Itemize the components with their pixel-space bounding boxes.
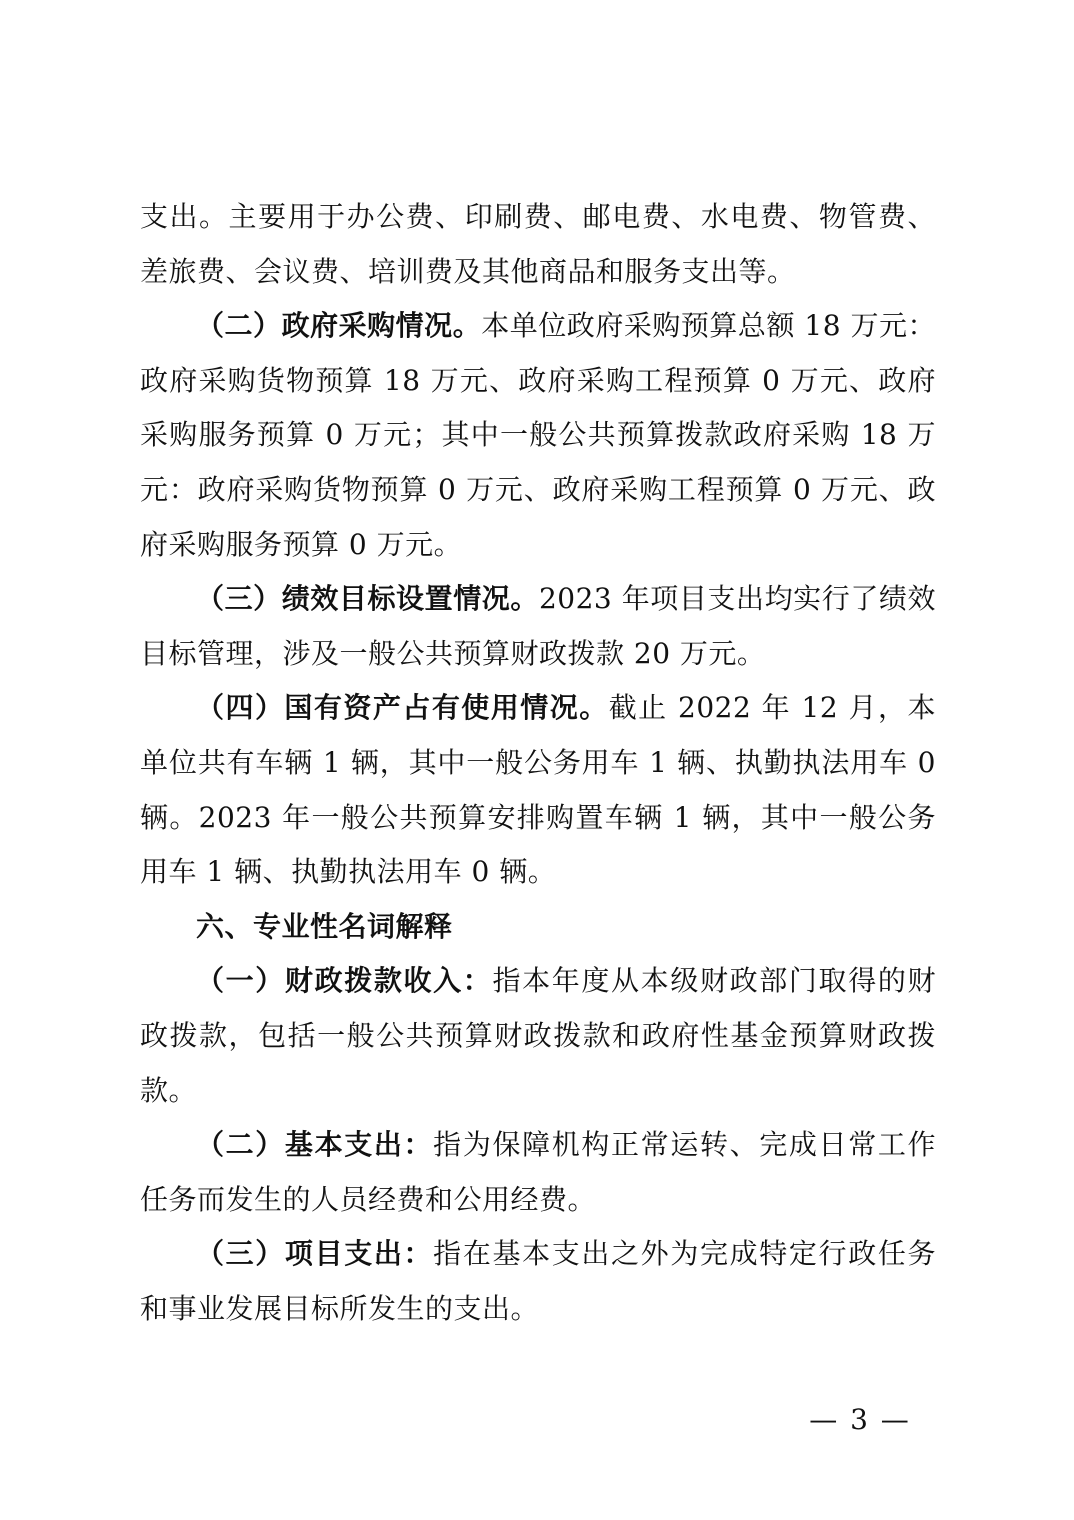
paragraph-text: 截止 2022 年 12 月，本单位共有车辆 1 辆，其中一般公务用车 1 辆、执勤执法用车 0 辆。2023 年一般公共预算安排购置车辆 1 辆，其中一般公务用车 1 辆、执勤执法用车 0 辆。 xyxy=(140,691,936,889)
paragraph-lead: （二）基本支出： xyxy=(196,1128,434,1162)
paragraph-text: 2023 年项目支出均实行了绩效目标管理，涉及一般公共预算财政拨款 20 万元。 xyxy=(140,582,936,670)
paragraph-performance-goals xyxy=(140,572,936,681)
document-body xyxy=(140,190,936,1336)
paragraph-text: 指为保障机构正常运转、完成日常工作任务而发生的人员经费和公用经费。 xyxy=(140,1128,936,1216)
paragraph-government-procurement xyxy=(140,299,936,572)
paragraph-text: 指在基本支出之外为完成特定行政任务和事业发展目标所发生的支出。 xyxy=(140,1237,936,1325)
section-heading: 六、专业性名词解释 xyxy=(196,909,453,943)
page-number: — 3 — xyxy=(809,1403,911,1436)
paragraph-state-assets xyxy=(140,681,936,899)
paragraph-lead: （三）绩效目标设置情况。 xyxy=(196,582,539,616)
paragraph-lead: （一）财政拨款收入： xyxy=(196,964,493,998)
paragraph-project-expenditure xyxy=(140,1227,936,1336)
paragraph-fiscal-appropriation-income xyxy=(140,954,936,1118)
paragraph-continued-expenses xyxy=(140,190,936,299)
paragraph-lead: （二）政府采购情况。 xyxy=(196,309,482,343)
paragraph-text: 本单位政府采购预算总额 18 万元：政府采购货物预算 18 万元、政府采购工程预算 0 万元、政府采购服务预算 0 万元；其中一般公共预算拨款政府采购 18 万元：政府采购货物预算 0 万元、政府采购工程预算 0 万元、政府采购服务预算 0 万元。 xyxy=(140,309,936,561)
paragraph-text: 指本年度从本级财政部门取得的财政拨款，包括一般公共预算财政拨款和政府性基金预算财政拨款。 xyxy=(140,964,936,1107)
paragraph-text: 支出。主要用于办公费、印刷费、邮电费、水电费、物管费、差旅费、会议费、培训费及其他商品和服务支出等。 xyxy=(140,200,936,288)
paragraph-lead: （四）国有资产占有使用情况。 xyxy=(196,691,609,725)
paragraph-lead: （三）项目支出： xyxy=(196,1237,434,1271)
paragraph-basic-expenditure xyxy=(140,1118,936,1227)
